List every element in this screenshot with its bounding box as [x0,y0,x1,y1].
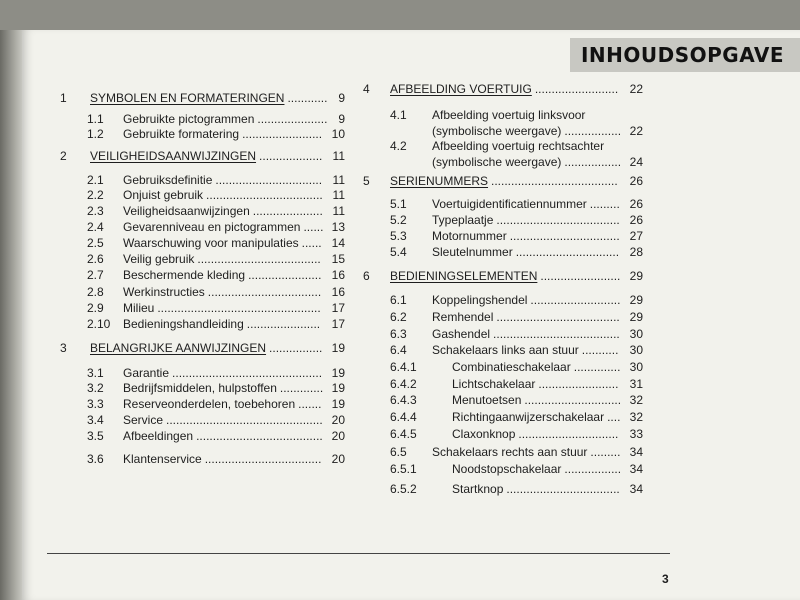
toc-entry-number: 5.3 [390,229,407,243]
book-spine [0,30,24,600]
toc-leader-dots: ...................... [248,268,322,282]
toc-entry-title: Bedieningshandleiding [123,317,244,331]
toc-entry-title: Gebruikte formatering [123,127,240,141]
toc-entry-title: Veiligheidsaanwijzingen [123,204,250,218]
toc-entry-page: 10 [331,127,345,141]
toc-leader-dots: ....... [298,397,322,411]
toc-entry-number: 6.1 [390,293,407,307]
toc-leader-dots: ............ [287,91,328,105]
toc-entry-page: 30 [629,343,643,357]
toc-entry-number: 3.6 [87,452,104,466]
toc-entry-number: 6.4.2 [390,377,417,391]
toc-leader-dots: ................................ [215,173,323,187]
toc-leader-dots: ................... [259,149,323,163]
toc-leader-dots: ............................... [515,245,620,259]
toc-entry-page: 20 [331,452,345,466]
toc-leader-dots: .............................. [518,427,619,441]
toc-entry-number: 3.1 [87,366,104,380]
toc-entry-number: 2.7 [87,268,104,282]
toc-leader-dots: ......... [589,197,620,211]
toc-entry-page: 26 [629,174,643,188]
toc-entry-number: 2.6 [87,252,104,266]
toc-entry-number: 1 [60,91,67,105]
toc-entry-number: 3.4 [87,413,104,427]
toc-leader-dots: ................. [564,155,622,169]
toc-leader-dots: ........................... [530,293,621,307]
toc-leader-dots: .................................. [506,482,620,496]
toc-entry-page: 29 [629,293,643,307]
toc-entry-page: 34 [629,482,643,496]
toc-entry-title: Klantenservice [123,452,202,466]
toc-entry-page: 22 [629,124,643,138]
toc-entry-page: 20 [331,429,345,443]
toc-leader-dots: ..................................... [496,310,620,324]
section-header-tab [570,38,800,72]
toc-entry-number: 4 [363,82,370,96]
toc-entry-page: 33 [629,427,643,441]
toc-entry-page: 16 [331,285,345,299]
toc-entry-page: 9 [338,91,345,105]
toc-entry-title: Service [123,413,164,427]
toc-entry-page: 30 [629,360,643,374]
toc-entry-page: 17 [331,301,345,315]
toc-leader-dots: ......................... [534,82,619,96]
toc-leader-dots: ..................................... [496,213,620,227]
toc-leader-dots: ................................... [204,452,322,466]
toc-entry-number: 2.8 [87,285,104,299]
toc-leader-dots: .... [607,410,621,424]
toc-leader-dots: ........................ [540,269,621,283]
toc-entry-title: Voertuigidentificatiennummer [432,197,587,211]
toc-entry-page: 27 [629,229,643,243]
toc-leader-dots: ................................... [206,188,323,202]
toc-entry-number: 6.4 [390,343,407,357]
toc-entry-page: 14 [331,236,345,250]
toc-leader-dots: ................. [564,124,622,138]
toc-entry-number: 6.5.2 [390,482,417,496]
toc-entry-page: 16 [331,268,345,282]
toc-entry-number: 2.1 [87,173,104,187]
toc-entry-number: 1.2 [87,127,104,141]
toc-entry-title: Bedrijfsmiddelen, hulpstoffen [123,381,277,395]
toc-entry-title-continued: (symbolische weergave) [432,124,562,138]
toc-entry-number: 2.9 [87,301,104,315]
toc-entry-page: 9 [338,112,345,126]
toc-entry-title: VEILIGHEIDSAANWIJZINGEN [90,149,257,163]
toc-leader-dots: ..................................... [197,252,321,266]
toc-entry-title: Garantie [123,366,170,380]
toc-entry-number: 5.1 [390,197,407,211]
toc-entry-page: 34 [629,462,643,476]
toc-entry-title: Remhendel [432,310,494,324]
toc-entry-number: 3.2 [87,381,104,395]
page-number: 3 [662,572,669,586]
toc-entry-title: Onjuist gebruik [123,188,204,202]
toc-entry-number: 6.3 [390,327,407,341]
toc-entry-number: 2 [60,149,67,163]
toc-entry-number: 6.4.3 [390,393,417,407]
toc-entry-title: Koppelingshendel [432,293,528,307]
toc-entry-title: AFBEELDING VOERTUIG [390,82,532,96]
toc-entry-title: Sleutelnummer [432,245,513,259]
toc-entry-title: Gebruiksdefinitie [123,173,213,187]
toc-leader-dots: ...................................... [491,174,618,188]
toc-leader-dots: ........... [581,343,619,357]
toc-entry-page: 29 [629,310,643,324]
toc-leader-dots: ................. [564,462,622,476]
toc-leader-dots: ...................................... [196,429,323,443]
toc-entry-number: 2.10 [87,317,111,331]
toc-entry-title: Werkinstructies [123,285,205,299]
toc-entry-title: Motornummer [432,229,507,243]
toc-entry-number: 2.3 [87,204,104,218]
toc-entry-title: Schakelaars rechts aan stuur [432,445,588,459]
toc-entry-title: Gevarenniveau en pictogrammen [123,220,301,234]
toc-leader-dots: ................ [269,341,323,355]
toc-entry-page: 11 [332,173,345,187]
toc-entry-page: 17 [331,317,345,331]
toc-entry-page: 11 [332,204,345,218]
toc-entry-title: Reserveonderdelen, toebehoren [123,397,296,411]
toc-entry-title: Afbeelding voertuig rechtsachter [432,139,605,153]
toc-entry-title: Schakelaars links aan stuur [432,343,579,357]
toc-leader-dots: ......... [590,445,621,459]
toc-entry-title: Richtingaanwijzerschakelaar [452,410,605,424]
toc-entry-number: 4.1 [390,108,407,122]
toc-entry-page: 22 [629,82,643,96]
toc-leader-dots: ............................................... [166,413,323,427]
toc-entry-number: 2.2 [87,188,104,202]
toc-leader-dots: ................................. [509,229,620,243]
toc-leader-dots: ............................................. [172,366,323,380]
toc-leader-dots: ............................. [524,393,622,407]
toc-entry-title-continued: (symbolische weergave) [432,155,562,169]
toc-entry-number: 6 [363,269,370,283]
toc-leader-dots: .............. [573,360,621,374]
toc-leader-dots: ............. [279,381,324,395]
toc-entry-title: Claxonknop [452,427,516,441]
toc-entry-page: 20 [331,413,345,427]
toc-entry-page: 32 [629,393,643,407]
toc-entry-title: Milieu [123,301,155,315]
toc-entry-title: BEDIENINGSELEMENTEN [390,269,538,283]
toc-entry-number: 5.4 [390,245,407,259]
toc-leader-dots: ...... [303,220,324,234]
toc-entry-number: 4.2 [390,139,407,153]
toc-leader-dots: ........................ [242,127,323,141]
toc-entry-title: Waarschuwing voor manipulaties [123,236,299,250]
toc-entry-title: Gashendel [432,327,491,341]
toc-entry-page: 26 [629,213,643,227]
toc-entry-page: 28 [629,245,643,259]
toc-leader-dots: ..................... [257,112,328,126]
toc-entry-title: Combinatieschakelaar [452,360,571,374]
toc-entry-page: 19 [331,366,345,380]
toc-entry-number: 3.5 [87,429,104,443]
toc-entry-number: 6.5 [390,445,407,459]
toc-entry-title: Noodstopschakelaar [452,462,562,476]
toc-entry-page: 19 [331,381,345,395]
toc-leader-dots: ..................... [252,204,323,218]
toc-leader-dots: .................................. [207,285,322,299]
toc-entry-page: 30 [629,327,643,341]
toc-entry-number: 1.1 [87,112,104,126]
toc-leader-dots: ...... [301,236,322,250]
toc-entry-title: BELANGRIJKE AANWIJZINGEN [90,341,267,355]
toc-entry-page: 34 [629,445,643,459]
toc-entry-title: SERIENUMMERS [390,174,489,188]
toc-entry-page: 11 [332,149,345,163]
toc-entry-page: 15 [331,252,345,266]
toc-entry-page: 24 [629,155,643,169]
toc-entry-page: 13 [331,220,345,234]
toc-entry-number: 2.4 [87,220,104,234]
toc-entry-title: SYMBOLEN EN FORMATERINGEN [90,91,285,105]
toc-entry-title: Veilig gebruik [123,252,195,266]
toc-entry-number: 6.4.5 [390,427,417,441]
toc-leader-dots: ...................................... [493,327,620,341]
toc-entry-page: 11 [332,188,345,202]
footer-divider [47,553,670,554]
toc-entry-number: 5.2 [390,213,407,227]
toc-entry-title: Menutoetsen [452,393,522,407]
toc-entry-page: 32 [629,410,643,424]
toc-entry-number: 3 [60,341,67,355]
toc-entry-number: 6.4.1 [390,360,417,374]
toc-leader-dots: ...................... [246,317,321,331]
toc-entry-number: 5 [363,174,370,188]
toc-entry-number: 2.5 [87,236,104,250]
toc-leader-dots: ................................................. [157,301,321,315]
toc-entry-title: Afbeeldingen [123,429,194,443]
toc-entry-number: 3.3 [87,397,104,411]
toc-entry-page: 29 [629,269,643,283]
toc-entry-number: 6.5.1 [390,462,417,476]
toc-entry-page: 19 [331,397,345,411]
toc-entry-title: Lichtschakelaar [452,377,536,391]
page-title: INHOUDSOPGAVE [580,43,784,67]
toc-entry-page: 31 [629,377,643,391]
toc-entry-title: Afbeelding voertuig linksvoor [432,108,586,122]
toc-entry-title: Typeplaatje [432,213,494,227]
toc-entry-title: Beschermende kleding [123,268,246,282]
toc-entry-page: 19 [331,341,345,355]
toc-entry-number: 6.2 [390,310,407,324]
toc-entry-page: 26 [629,197,643,211]
toc-entry-title: Startknop [452,482,504,496]
toc-entry-number: 6.4.4 [390,410,417,424]
toc-leader-dots: ........................ [538,377,619,391]
toc-entry-title: Gebruikte pictogrammen [123,112,255,126]
